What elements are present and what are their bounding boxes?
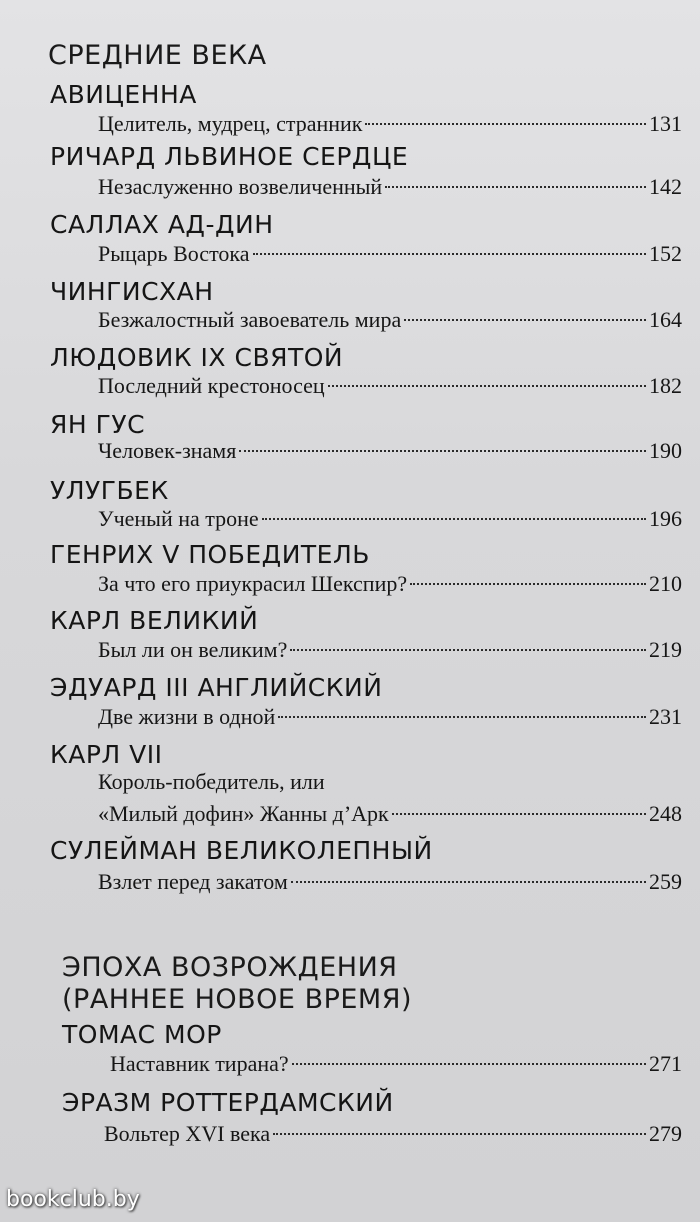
person-name: ЭДУАРД III АНГЛИЙСКИЙ xyxy=(50,673,383,702)
entry-title-line1: Король-победитель, или xyxy=(98,769,325,794)
entry-title: Взлет перед закатом xyxy=(98,869,288,894)
page-number: 231 xyxy=(649,704,682,729)
entry-title: Человек-знамя xyxy=(98,438,237,463)
entry-title: Последний крестоносец xyxy=(98,373,325,398)
toc-entry[interactable] xyxy=(98,636,682,664)
entry-title: Рыцарь Востока xyxy=(98,241,250,266)
toc-entry[interactable] xyxy=(104,1120,682,1148)
section-heading-renaissance: ЭПОХА ВОЗРОЖДЕНИЯ (РАННЕЕ НОВОЕ ВРЕМЯ) xyxy=(62,952,413,1015)
dot-leader xyxy=(328,385,646,387)
watermark-logo: bookclub.by xyxy=(6,1187,140,1212)
person-name: ТОМАС МОР xyxy=(62,1020,222,1049)
person-name: ЭРАЗМ РОТТЕРДАМСКИЙ xyxy=(62,1088,394,1117)
entry-title: За что его приукрасил Шекспир? xyxy=(98,571,408,596)
dot-leader xyxy=(278,716,646,718)
person-name: РИЧАРД ЛЬВИНОЕ СЕРДЦЕ xyxy=(50,142,409,171)
dot-leader xyxy=(292,1063,646,1065)
dot-leader xyxy=(262,518,646,520)
toc-entry[interactable] xyxy=(98,505,682,533)
page-number: 182 xyxy=(649,373,682,398)
page-number: 271 xyxy=(649,1051,682,1076)
entry-title: Наставник тирана? xyxy=(110,1051,289,1076)
entry-title: «Милый дофин» Жанны д’Арк xyxy=(98,801,389,826)
person-name: СУЛЕЙМАН ВЕЛИКОЛЕПНЫЙ xyxy=(50,836,433,865)
toc-entry[interactable] xyxy=(110,1050,682,1078)
toc-entry[interactable] xyxy=(98,173,682,201)
page-number: 210 xyxy=(649,571,682,596)
person-name: ГЕНРИХ V ПОБЕДИТЕЛЬ xyxy=(50,540,370,569)
page-number: 190 xyxy=(649,438,682,463)
person-name: САЛЛАХ АД-ДИН xyxy=(50,210,274,239)
page-number: 152 xyxy=(649,241,682,266)
page-number: 248 xyxy=(649,801,682,826)
person-name: КАРЛ VII xyxy=(50,740,163,769)
person-name: КАРЛ ВЕЛИКИЙ xyxy=(50,606,259,635)
dot-leader xyxy=(365,123,646,125)
dot-leader xyxy=(290,649,646,651)
toc-entry[interactable] xyxy=(98,703,682,731)
entry-title: Целитель, мудрец, странник xyxy=(98,111,363,136)
section-heading-middle-ages: СРЕДНИЕ ВЕКА xyxy=(48,40,267,71)
toc-entry[interactable] xyxy=(98,437,682,465)
person-name: УЛУГБЕК xyxy=(50,476,169,505)
entry-title: Безжалостный завоеватель мира xyxy=(98,307,402,332)
page-number: 142 xyxy=(649,174,682,199)
page-number: 196 xyxy=(649,506,682,531)
entry-title: Ученый на троне xyxy=(98,506,259,531)
person-name: АВИЦЕННА xyxy=(50,80,197,109)
toc-entry[interactable] xyxy=(98,800,682,828)
dot-leader xyxy=(392,813,646,815)
dot-leader xyxy=(385,186,646,188)
toc-entry[interactable] xyxy=(98,240,682,268)
dot-leader xyxy=(253,253,646,255)
toc-entry[interactable] xyxy=(98,110,682,138)
entry-title: Незаслуженно возвеличенный xyxy=(98,174,383,199)
dot-leader xyxy=(410,583,646,585)
entry-title: Две жизни в одной xyxy=(98,704,276,729)
page-number: 131 xyxy=(649,111,682,136)
dot-leader xyxy=(404,319,646,321)
entry-title: Был ли он великим? xyxy=(98,637,288,662)
dot-leader xyxy=(291,881,646,883)
toc-entry[interactable] xyxy=(98,570,682,598)
page-number: 219 xyxy=(649,637,682,662)
dot-leader xyxy=(239,450,646,452)
dot-leader xyxy=(273,1133,646,1135)
entry-title: Вольтер XVI века xyxy=(104,1121,271,1146)
person-name: ЯН ГУС xyxy=(50,410,146,439)
page-number: 279 xyxy=(649,1121,682,1146)
page-number: 164 xyxy=(649,307,682,332)
page-number: 259 xyxy=(649,869,682,894)
person-name: ЛЮДОВИК IX СВЯТОЙ xyxy=(50,343,344,372)
toc-entry[interactable] xyxy=(98,306,682,334)
person-name: ЧИНГИСХАН xyxy=(50,277,214,306)
toc-entry[interactable] xyxy=(98,372,682,400)
toc-entry[interactable] xyxy=(98,868,682,896)
